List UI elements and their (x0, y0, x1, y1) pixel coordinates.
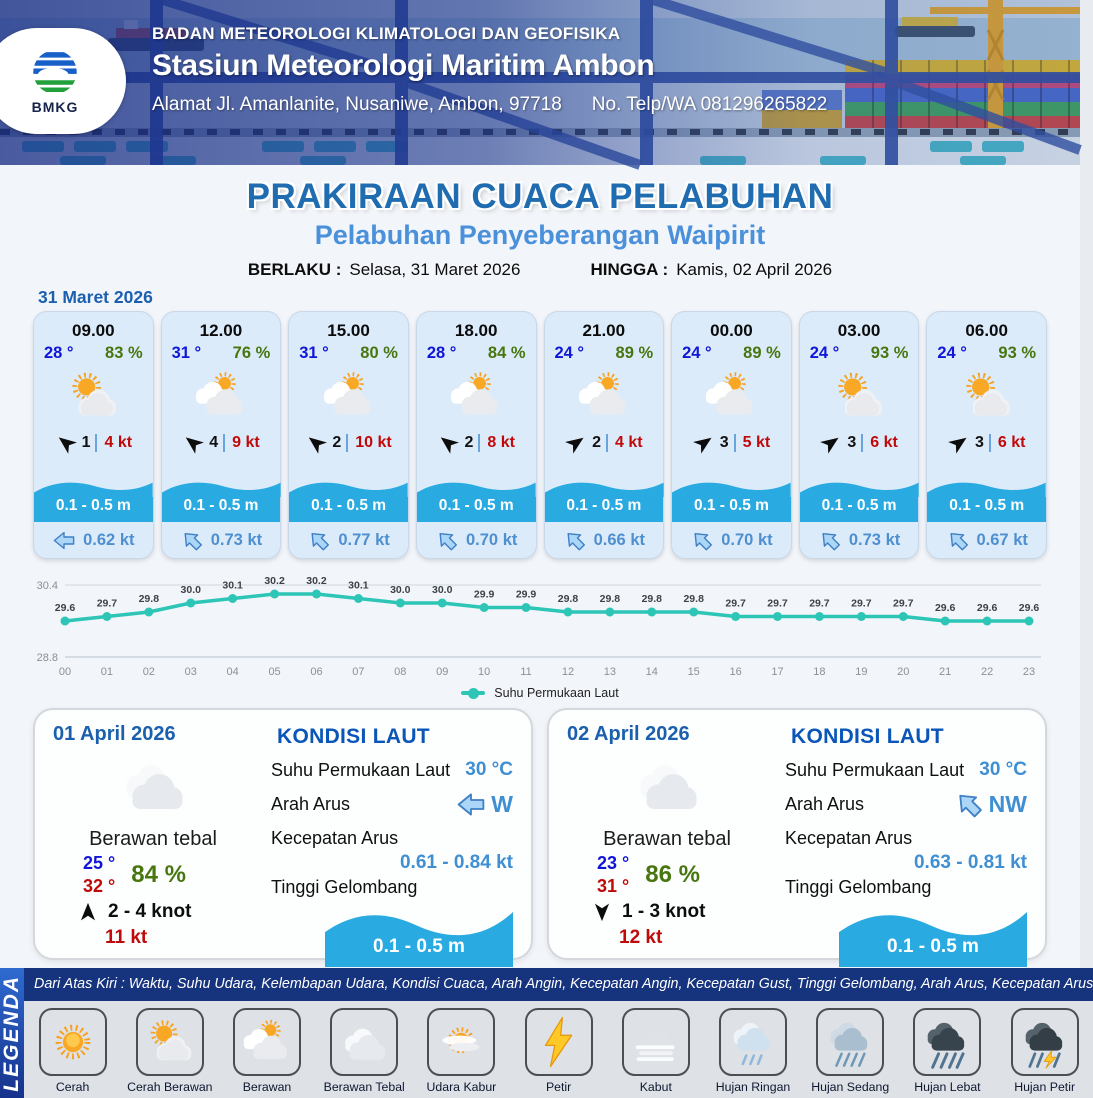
sst-value: 30 °C (979, 759, 1027, 780)
svg-text:29.9: 29.9 (473, 588, 495, 601)
legend-weather-icon (719, 1008, 787, 1076)
legend-item (901, 1008, 993, 1094)
current-direction-icon (431, 524, 463, 556)
forecast-time: 06.00 (965, 321, 1008, 340)
forecast-card (288, 311, 409, 559)
svg-text:29.7: 29.7 (725, 597, 746, 610)
legend-weather-icon (39, 1008, 107, 1076)
wind-direction-icon (561, 428, 590, 457)
current-speed: 0.67 kt (976, 530, 1028, 549)
weather-icon (34, 365, 153, 427)
title-section (0, 177, 1080, 308)
wave-height-value: 0.1 - 0.5 m (545, 497, 664, 522)
sea-current-direction-value: NW (988, 791, 1027, 817)
legend-item-label: Cerah (55, 1080, 90, 1094)
svg-text:30.0: 30.0 (180, 584, 201, 596)
legend-weather-icon (622, 1008, 690, 1076)
svg-text:29.6: 29.6 (1018, 602, 1040, 614)
weather-icon (417, 365, 536, 427)
forecast-time: 21.00 (582, 321, 626, 340)
svg-text:28.8: 28.8 (36, 652, 58, 664)
wave-height-value: 0.1 - 0.5 m (373, 936, 465, 957)
wind-row (800, 427, 919, 459)
legend-item-label: Udara Kabur (426, 1080, 497, 1094)
svg-text:14: 14 (645, 666, 658, 678)
hingga-value: Kamis, 02 April 2026 (676, 260, 833, 279)
forecast-time: 15.00 (327, 321, 370, 340)
legend-item-label: Berawan Tebal (323, 1080, 405, 1094)
svg-text:03: 03 (184, 666, 197, 678)
svg-text:29.9: 29.9 (515, 588, 537, 601)
legend-item-label: Hujan Lebat (914, 1080, 981, 1094)
svg-text:16: 16 (729, 666, 742, 678)
forecast-card (799, 311, 920, 559)
svg-text:30.4: 30.4 (36, 580, 58, 592)
legend-weather-icon (233, 1008, 301, 1076)
svg-text:30.1: 30.1 (348, 579, 369, 592)
legend-item-label: Petir (545, 1080, 572, 1094)
wave-height-band (289, 479, 408, 522)
daily-condition: Berawan tebal (603, 828, 731, 850)
daily-wind-range: 1 - 3 knot (622, 901, 706, 922)
wave-height-value: 0.1 - 0.5 m (34, 497, 153, 522)
gust-speed: 8 kt (478, 434, 515, 452)
svg-text:29.8: 29.8 (683, 593, 704, 605)
wave-height-band (545, 479, 664, 522)
svg-text:13: 13 (603, 666, 616, 678)
wind-speed: 3 (847, 434, 857, 451)
daily-temp-max: 31 ° (597, 876, 630, 896)
wave-height-band (34, 479, 153, 522)
gust-speed: 9 kt (223, 434, 260, 452)
daily-weather-icon (115, 746, 191, 827)
wind-direction-icon (178, 428, 208, 457)
wave-crest (927, 479, 1046, 497)
current-row (417, 522, 536, 558)
svg-text:05: 05 (268, 666, 281, 678)
sst-label: Suhu Permukaan Laut (785, 759, 965, 780)
daily-wind-direction-icon (592, 901, 612, 923)
svg-text:29.6: 29.6 (934, 602, 956, 614)
gust-speed: 10 kt (346, 434, 391, 452)
sst-line-chart (35, 567, 1045, 685)
current-direction-label: Arah Arus (271, 794, 351, 814)
legend-weather-icon (525, 1008, 593, 1076)
wind-row (927, 427, 1046, 459)
wave-crest (800, 479, 919, 497)
legend-side-strip (0, 968, 24, 1098)
current-row (162, 522, 281, 558)
wave-height-box (325, 901, 513, 967)
forecast-time: 09.00 (72, 321, 115, 340)
daily-date: 01 April 2026 (53, 723, 176, 745)
air-temperature: 24 ° (682, 344, 712, 362)
current-direction-icon (686, 524, 718, 556)
forecast-time: 03.00 (837, 321, 881, 340)
wind-speed: 2 (464, 434, 474, 451)
sea-conditions (259, 723, 513, 957)
humidity-value: 83 % (105, 344, 143, 362)
current-row (34, 522, 153, 558)
svg-text:10: 10 (478, 666, 491, 678)
svg-text:30.2: 30.2 (264, 575, 285, 587)
forecast-card (33, 311, 154, 559)
wave-height-box (839, 901, 1027, 967)
page-subtitle: Pelabuhan Penyeberangan Waipirit (314, 220, 766, 250)
wave-height-band (800, 479, 919, 522)
svg-text:29.7: 29.7 (893, 597, 914, 610)
wave-height-band (162, 479, 281, 522)
wind-speed: 1 (81, 434, 91, 451)
validity-period (0, 260, 1080, 280)
current-direction-icon (176, 524, 208, 556)
legend-weather-icon (427, 1008, 495, 1076)
current-row (927, 522, 1046, 558)
humidity-value: 84 % (487, 344, 526, 362)
wind-row (417, 427, 536, 459)
current-direction-icon (303, 524, 335, 556)
wind-row (162, 427, 281, 459)
wind-row (34, 427, 153, 459)
daily-gust: 11 kt (105, 927, 148, 948)
air-temperature: 28 ° (426, 344, 457, 362)
svg-text:11: 11 (520, 666, 532, 678)
legend-weather-icon (913, 1008, 981, 1076)
wind-direction-icon (51, 428, 81, 457)
legend-item (318, 1008, 410, 1094)
svg-text:19: 19 (855, 666, 868, 678)
svg-text:08: 08 (394, 666, 407, 678)
svg-text:07: 07 (352, 666, 365, 678)
daily-humidity: 86 % (645, 861, 700, 888)
daily-card (547, 708, 1047, 960)
forecast-date: 31 Maret 2026 (38, 287, 153, 307)
svg-text:09: 09 (436, 666, 449, 678)
current-direction-icon (814, 524, 846, 556)
sst-label: Suhu Permukaan Laut (271, 759, 451, 780)
svg-text:30.0: 30.0 (431, 584, 453, 596)
svg-text:29.7: 29.7 (809, 597, 830, 610)
sst-chart (35, 567, 1045, 700)
svg-text:20: 20 (897, 666, 910, 678)
current-speed-value: 0.61 - 0.84 kt (399, 852, 513, 873)
wave-crest (289, 479, 408, 497)
svg-text:21: 21 (939, 666, 952, 678)
wave-height-value: 0.1 - 0.5 m (162, 497, 281, 522)
station-name: Stasiun Meteorologi Maritim Ambon (152, 49, 655, 82)
legend-item (610, 1008, 702, 1094)
legend-weather-icon (816, 1008, 884, 1076)
gust-speed: 4 kt (606, 434, 643, 452)
wave-height-value: 0.1 - 0.5 m (887, 936, 979, 957)
current-speed: 0.73 kt (848, 530, 901, 549)
svg-text:17: 17 (771, 666, 784, 678)
wind-row (545, 427, 664, 459)
current-row (289, 522, 408, 558)
air-temperature: 31 ° (299, 344, 329, 362)
weather-icon (289, 365, 408, 427)
bmkg-logo-text: BMKG (31, 99, 79, 115)
legend-item (804, 1008, 896, 1094)
sea-conditions (773, 723, 1027, 957)
wind-speed: 2 (592, 434, 601, 451)
daily-temp-min: 23 ° (597, 853, 630, 873)
legend-item (415, 1008, 507, 1094)
weather-icon (162, 365, 281, 427)
current-direction-label: Arah Arus (785, 794, 865, 814)
sea-current-direction-icon (456, 791, 486, 818)
wave-height-value: 0.1 - 0.5 m (800, 497, 919, 522)
wind-row (289, 427, 408, 459)
legend-footer (0, 968, 1093, 1098)
wave-crest (34, 479, 153, 497)
forecast-time: 12.00 (199, 321, 243, 340)
current-row (545, 522, 664, 558)
weather-icon (672, 365, 791, 427)
air-temperature: 28 ° (44, 344, 74, 362)
current-direction-icon (559, 524, 591, 556)
svg-text:29.8: 29.8 (641, 593, 663, 605)
current-speed-value: 0.63 - 0.81 kt (913, 852, 1027, 873)
humidity-value: 76 % (232, 344, 271, 362)
gust-speed: 4 kt (95, 434, 132, 452)
wind-direction-icon (817, 428, 846, 457)
legend-side-label: LEGENDA (0, 974, 23, 1092)
svg-text:01: 01 (100, 666, 114, 678)
station-address: Alamat Jl. Amanlanite, Nusaniwe, Ambon, 97718 (152, 94, 562, 115)
bmkg-emblem-icon (26, 47, 84, 99)
daily-gust: 12 kt (619, 927, 663, 948)
wind-speed: 3 (719, 434, 729, 451)
current-speed: 0.70 kt (721, 530, 773, 549)
legend-item (513, 1008, 605, 1094)
chart-legend-label: Suhu Permukaan Laut (494, 686, 619, 700)
daily-wind-range: 2 - 4 knot (108, 901, 192, 922)
svg-text:30.2: 30.2 (306, 575, 327, 587)
wave-crest (162, 479, 281, 497)
legend-item (221, 1008, 313, 1094)
wind-row (672, 427, 791, 459)
wave-height-value: 0.1 - 0.5 m (289, 497, 408, 522)
wind-direction-icon (689, 428, 718, 457)
daily-temp-max: 32 ° (83, 876, 116, 896)
air-temperature: 24 ° (937, 344, 967, 362)
wave-crest (672, 479, 791, 497)
daily-condition: Berawan tebal (89, 828, 217, 850)
sst-value: 30 °C (465, 759, 513, 780)
hourly-forecast (33, 311, 1047, 559)
svg-text:29.7: 29.7 (767, 597, 788, 610)
svg-text:06: 06 (310, 666, 323, 678)
forecast-card (161, 311, 282, 559)
legend-item-label: Berawan (242, 1080, 292, 1094)
svg-text:02: 02 (142, 666, 155, 678)
legend-weather-icon (1011, 1008, 1079, 1076)
wind-direction-icon (434, 428, 464, 457)
gust-speed: 5 kt (734, 434, 771, 452)
svg-text:29.6: 29.6 (54, 602, 76, 614)
forecast-time: 18.00 (454, 321, 498, 340)
current-speed: 0.62 kt (83, 530, 135, 549)
sea-current-direction-value: W (491, 791, 513, 817)
daily-temp-min: 25 ° (83, 853, 116, 873)
station-phone: No. Telp/WA 081296265822 (591, 94, 828, 115)
forecast-card (671, 311, 792, 559)
legend-note: Dari Atas Kiri : Waktu, Suhu Udara, Kelembapan Udara, Kondisi Cuaca, Arah Angin, Kecepatan Angin, Kecepatan Gust, Tinggi Gelombang, Arah Arus, Kecepatan Arus (24, 968, 1093, 1001)
gust-speed: 6 kt (861, 434, 898, 452)
chart-legend-marker-icon (461, 691, 485, 695)
app-header (0, 0, 1080, 165)
svg-text:29.7: 29.7 (851, 597, 872, 610)
daily-humidity: 84 % (131, 861, 186, 888)
air-temperature: 31 ° (171, 344, 202, 362)
svg-text:00: 00 (58, 666, 72, 678)
legend-item (707, 1008, 799, 1094)
svg-text:30.0: 30.0 (390, 584, 411, 596)
forecast-card (926, 311, 1047, 559)
current-speed: 0.77 kt (338, 530, 390, 549)
svg-text:29.6: 29.6 (976, 602, 998, 614)
daily-weather-icon (629, 746, 705, 827)
forecast-card (416, 311, 537, 559)
weather-icon (545, 365, 664, 427)
wave-height-value: 0.1 - 0.5 m (672, 497, 791, 522)
current-row (672, 522, 791, 558)
wave-height-band (417, 479, 536, 522)
svg-text:29.8: 29.8 (557, 593, 579, 605)
svg-text:29.8: 29.8 (138, 593, 160, 605)
hingga-label: HINGGA : (590, 260, 669, 279)
current-direction-icon (52, 530, 76, 551)
humidity-value: 93 % (870, 344, 909, 362)
wind-direction-icon (944, 428, 973, 457)
wind-direction-icon (302, 428, 332, 457)
current-speed-label: Kecepatan Arus (271, 828, 399, 848)
wind-speed: 2 (332, 434, 342, 451)
current-speed: 0.73 kt (210, 530, 263, 549)
legend-weather-icon (330, 1008, 398, 1076)
svg-text:04: 04 (226, 666, 239, 678)
wave-height-value: 0.1 - 0.5 m (927, 497, 1046, 522)
legend-item (999, 1008, 1091, 1094)
air-temperature: 24 ° (554, 344, 585, 362)
current-speed-label: Kecepatan Arus (785, 828, 913, 848)
air-temperature: 24 ° (809, 344, 840, 362)
svg-text:15: 15 (687, 666, 700, 678)
wind-speed: 3 (974, 434, 984, 451)
wave-height-label: Tinggi Gelombang (271, 877, 418, 897)
legend-item-label: Cerah Berawan (127, 1080, 213, 1094)
current-speed: 0.70 kt (466, 530, 518, 549)
current-direction-icon (942, 524, 974, 556)
wave-height-band (927, 479, 1046, 522)
daily-card (33, 708, 533, 960)
humidity-value: 89 % (743, 344, 781, 362)
forecast-time: 00.00 (710, 321, 753, 340)
legend-items (24, 1001, 1093, 1098)
legend-item-label: Hujan Sedang (811, 1080, 890, 1094)
wind-speed: 4 (209, 434, 219, 451)
legend-item (124, 1008, 216, 1094)
svg-text:23: 23 (1022, 666, 1036, 678)
berlaku-label: BERLAKU : (247, 260, 342, 279)
sea-current-direction-icon (949, 784, 989, 824)
berlaku-value: Selasa, 31 Maret 2026 (349, 260, 521, 279)
sea-conditions-heading: KONDISI LAUT (277, 725, 430, 748)
svg-text:12: 12 (561, 666, 575, 678)
svg-text:22: 22 (980, 666, 994, 678)
legend-weather-icon (136, 1008, 204, 1076)
sea-conditions-heading: KONDISI LAUT (791, 725, 944, 748)
svg-text:18: 18 (813, 666, 826, 678)
daily-wind-direction-icon (78, 901, 98, 923)
humidity-value: 93 % (998, 344, 1036, 362)
daily-date: 02 April 2026 (567, 723, 690, 745)
forecast-card (544, 311, 665, 559)
current-row (800, 522, 919, 558)
chart-legend (35, 686, 1045, 700)
daily-forecast (33, 708, 1047, 960)
legend-item-label: Kabut (639, 1080, 672, 1094)
weather-icon (927, 365, 1046, 427)
legend-item (27, 1008, 119, 1094)
svg-text:29.8: 29.8 (599, 593, 621, 605)
page-title: PRAKIRAAN CUACA PELABUHAN (246, 177, 834, 216)
wave-crest (545, 479, 664, 497)
wave-crest (417, 479, 536, 497)
gust-speed: 6 kt (989, 434, 1026, 452)
svg-text:30.1: 30.1 (222, 579, 243, 592)
legend-item-label: Hujan Petir (1014, 1080, 1076, 1094)
legend-item-label: Hujan Ringan (715, 1080, 791, 1094)
weather-icon (800, 365, 919, 427)
humidity-value: 80 % (360, 344, 398, 362)
wave-height-value: 0.1 - 0.5 m (417, 497, 536, 522)
wave-height-band (672, 479, 791, 522)
bmkg-logo (0, 28, 126, 134)
wave-height-label: Tinggi Gelombang (785, 877, 932, 897)
current-speed: 0.66 kt (593, 530, 645, 549)
svg-text:29.7: 29.7 (96, 597, 118, 610)
humidity-value: 89 % (615, 344, 654, 362)
agency-name: BADAN METEOROLOGI KLIMATOLOGI DAN GEOFISIKA (152, 24, 621, 43)
